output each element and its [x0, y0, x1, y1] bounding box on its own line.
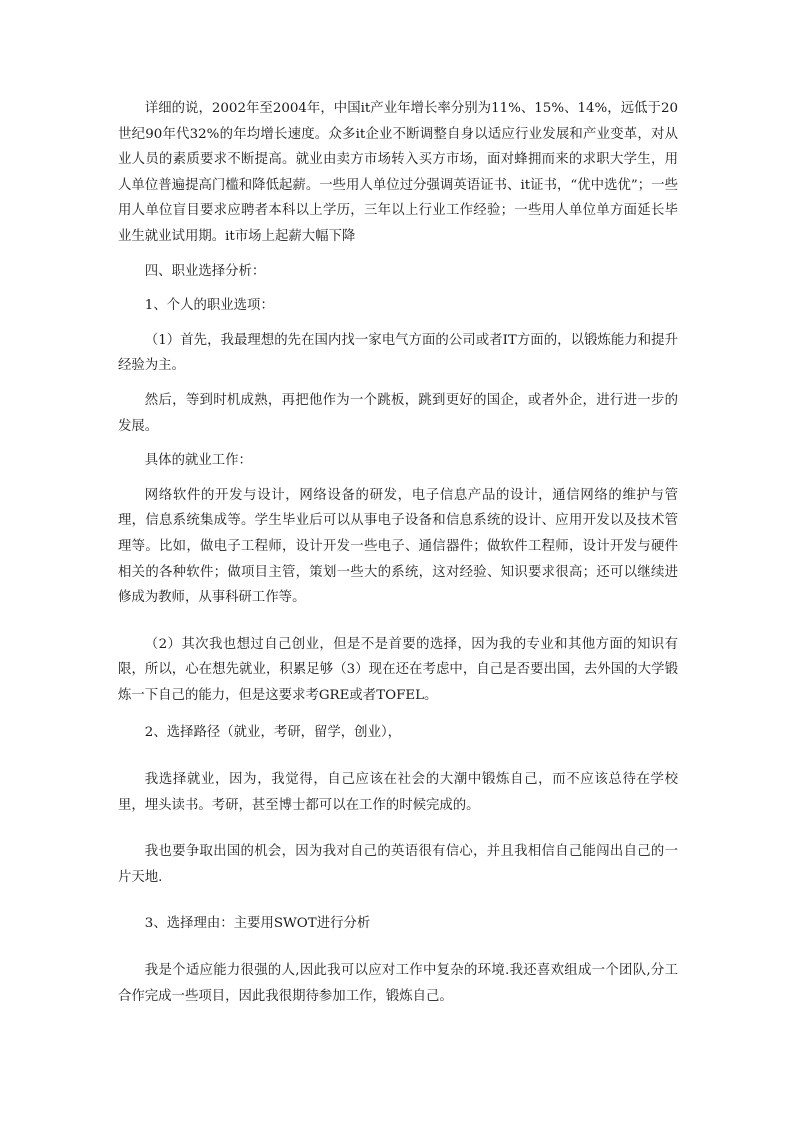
- document-body: [118, 96, 678, 1009]
- heading-personal-options: 1、个人的职业选项：: [144, 298, 274, 314]
- paragraph-adaptability: 我是个适应能力很强的人,因此我可以应对工作中复杂的环境.我还喜欢组成一个团队,分工合作完成一些项目，因此我很期待参加工作，锻炼自己。: [118, 963, 678, 1004]
- heading-reasons: 3、选择理由：主要用SWOT进行分析: [144, 916, 371, 932]
- heading-career-analysis: 四、职业选择分析：: [144, 263, 266, 279]
- paragraph-then: 然后，等到时机成熟，再把他作为一个跳板，跳到更好的国企，或者外企，进行进一步的发展。: [118, 392, 678, 434]
- paragraph-it-industry: 详细的说，2002年至2004年，中国it产业年增长率分别为11%、15%、14%，远低于20世纪90年代32%的年均增长速度。众多it企业不断调整自身以适应行业发展和产业变革，对从业人员的素质要求不断提高。就业由卖方市场转入买方市场，面对蜂拥而来的求职大学生，用人单位普遍提高门槛和降低起薪。一些用人单位过分强调英语证书、it证书，“优中选优”；一些用人单位盲目要求应聘者本科以上学历，三年以上行业工作经验；一些用人单位单方面延长毕业生就业试用期。it市场上起薪大幅下降: [118, 101, 678, 244]
- paragraph-employment: 我选择就业，因为，我觉得，自己应该在社会的大潮中锻炼自己，而不应该总待在学校里，埋头读书。考研，甚至博士都可以在工作的时候完成的。: [118, 772, 678, 813]
- paragraph-first-choice: （1）首先，我最理想的先在国内找一家电气方面的公司或者IT方面的，以锻炼能力和提升经验为主。: [118, 332, 678, 374]
- heading-choose-path: 2、选择路径（就业，考研，留学，创业），: [144, 725, 402, 741]
- heading-specific-jobs: 具体的就业工作：: [144, 453, 252, 469]
- paragraph-second-choice: （2）其次我也想过自己创业，但是不是首要的选择，因为我的专业和其他方面的知识有限，所以，心在想先就业，积累足够（3）现在还在考虑中，自己是否要出国，去外国的大学锻炼一下自己的能力，但是这要求考GRE或者TOFEL。: [118, 636, 678, 703]
- paragraph-job-details: 网络软件的开发与设计，网络设备的研发，电子信息产品的设计，通信网络的维护与管理，信息系统集成等。学生毕业后可以从事电子设备和信息系统的设计、应用开发以及技术管理等。比如，做电子工程师，设计开发一些电子、通信器件；做软件工程师，设计开发与硬件相关的各种软件；做项目主管，策划一些大的系统，这对经验、知识要求很高；还可以继续进修成为教师，从事科研工作等。: [118, 487, 678, 606]
- paragraph-abroad: 我也要争取出国的机会，因为我对自己的英语很有信心，并且我相信自己能闯出自己的一片天地.: [118, 844, 678, 885]
